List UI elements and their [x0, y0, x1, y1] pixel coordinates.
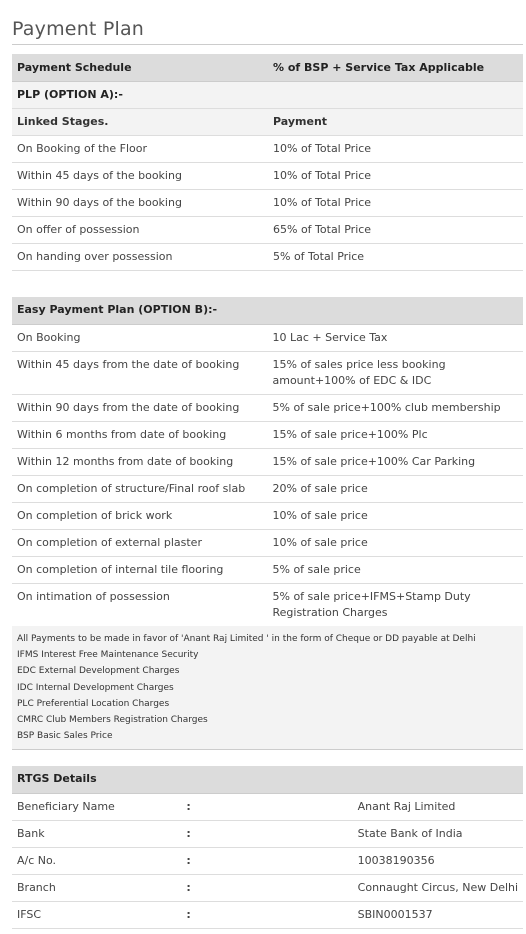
table-row: [12, 793, 523, 820]
stage-cell: On offer of possession: [12, 217, 268, 244]
rtgs-separator: :: [182, 901, 352, 928]
rtgs-value: SBIN0001537: [353, 901, 523, 928]
payment-schedule-header: Payment Schedule: [12, 54, 268, 82]
rtgs-label: Beneficiary Name: [12, 793, 182, 820]
payment-cell: 10% of Total Price: [268, 163, 523, 190]
payment-cell: 20% of sale price: [268, 475, 524, 502]
rtgs-separator: :: [182, 793, 352, 820]
payment-cell: 15% of sales price less booking amount+100% of EDC & IDC: [268, 351, 524, 394]
payment-cell: 5% of sale price+IFMS+Stamp Duty Registration Charges: [268, 583, 524, 626]
stage-cell: Within 45 days from the date of booking: [12, 351, 268, 394]
rtgs-label: IFSC: [12, 901, 182, 928]
rtgs-header-row: [12, 766, 523, 793]
table-row: [12, 502, 523, 529]
rtgs-separator: :: [182, 847, 352, 874]
linked-stages-header: Linked Stages.: [12, 109, 268, 136]
table-row: [12, 217, 523, 244]
table-row: [12, 820, 523, 847]
table-row: [12, 421, 523, 448]
payment-cell: 5% of sale price: [268, 556, 524, 583]
plan-a-column-headers: [12, 109, 523, 136]
table-row: [12, 901, 523, 928]
plan-a-header-row: [12, 54, 523, 82]
table-row: [12, 556, 523, 583]
table-row: [12, 244, 523, 271]
stage-cell: On completion of structure/Final roof slab: [12, 475, 268, 502]
plan-a-option-row: [12, 82, 523, 109]
stage-cell: On intimation of possession: [12, 583, 268, 626]
note-line: IDC Internal Development Charges: [17, 682, 174, 693]
note-line: IFMS Interest Free Maintenance Security: [17, 650, 199, 661]
table-row: [12, 136, 523, 163]
table-row: [12, 324, 523, 351]
payment-cell: 5% of Total Price: [268, 244, 523, 271]
payment-cell: 15% of sale price+100% Car Parking: [268, 448, 524, 475]
rtgs-value: 10038190356: [353, 847, 523, 874]
stage-cell: Within 12 months from date of booking: [12, 448, 268, 475]
table-row: [12, 190, 523, 217]
rtgs-separator: :: [182, 874, 352, 901]
stage-cell: On completion of brick work: [12, 502, 268, 529]
payment-cell: 10 Lac + Service Tax: [268, 324, 524, 351]
rtgs-value: Anant Raj Limited: [353, 793, 523, 820]
table-row: [12, 448, 523, 475]
note-line: PLC Preferential Location Charges: [17, 698, 170, 709]
plan-b-table: [12, 297, 523, 627]
payment-cell: 10% of sale price: [268, 502, 524, 529]
bsp-header: % of BSP + Service Tax Applicable: [268, 54, 523, 82]
stage-cell: On handing over possession: [12, 244, 268, 271]
rtgs-label: Branch: [12, 874, 182, 901]
note-line: CMRC Club Members Registration Charges: [17, 715, 208, 726]
table-row: [12, 163, 523, 190]
plan-a-table: [12, 54, 523, 271]
rtgs-label: Bank: [12, 820, 182, 847]
payment-cell: 65% of Total Price: [268, 217, 523, 244]
payment-cell: 10% of Total Price: [268, 136, 523, 163]
stage-cell: Within 90 days of the booking: [12, 190, 268, 217]
stage-cell: On Booking of the Floor: [12, 136, 268, 163]
payment-cell: 10% of sale price: [268, 529, 524, 556]
plan-b-header-row: [12, 297, 523, 324]
payment-cell: 10% of Total Price: [268, 190, 523, 217]
note-line: EDC External Development Charges: [17, 666, 180, 677]
table-row: [12, 583, 523, 626]
stage-cell: Within 6 months from date of booking: [12, 421, 268, 448]
note-line: All Payments to be made in favor of 'Anant Raj Limited ' in the form of Cheque or DD payable at Delhi: [17, 634, 476, 644]
stage-cell: Within 45 days of the booking: [12, 163, 268, 190]
table-row: [12, 351, 523, 394]
table-row: [12, 529, 523, 556]
table-row: [12, 847, 523, 874]
plan-b-option-title: Easy Payment Plan (OPTION B):-: [12, 297, 523, 324]
table-row: [12, 475, 523, 502]
rtgs-value: Connaught Circus, New Delhi: [353, 874, 523, 901]
plan-a-option-title: PLP (OPTION A):-: [12, 82, 523, 109]
table-row: [12, 874, 523, 901]
stage-cell: On completion of internal tile flooring: [12, 556, 268, 583]
title-divider: [12, 44, 523, 45]
stage-cell: On completion of external plaster: [12, 529, 268, 556]
rtgs-separator: :: [182, 820, 352, 847]
rtgs-table: [12, 766, 523, 929]
page-title: Payment Plan: [12, 18, 145, 40]
table-row: [12, 394, 523, 421]
rtgs-value: State Bank of India: [353, 820, 523, 847]
payment-cell: 15% of sale price+100% Plc: [268, 421, 524, 448]
notes-box: [12, 626, 523, 750]
payment-header: Payment: [268, 109, 523, 136]
rtgs-title: RTGS Details: [12, 766, 523, 793]
rtgs-label: A/c No.: [12, 847, 182, 874]
note-line: BSP Basic Sales Price: [17, 731, 113, 742]
stage-cell: On Booking: [12, 324, 268, 351]
stage-cell: Within 90 days from the date of booking: [12, 394, 268, 421]
payment-cell: 5% of sale price+100% club membership: [268, 394, 524, 421]
